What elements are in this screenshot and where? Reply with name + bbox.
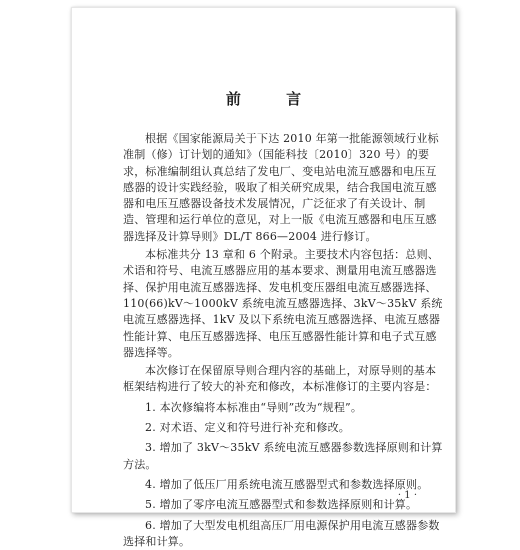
paragraph-contents: 本标准共分 13 章和 6 个附录。主要技术内容包括：总则、术语和符号、电流互感器应用的基本要求、测量用电流互感器选择、保护用电流互感器选择、发电机变压器组电流互感器选择、110(66)kV～1000kV 系统电流互感器选择、3kV～35kV 系统电流互感器选择、1kV 及以下系统电流互感器选择、电流互感器性能计算、电压互感器选择、电压互感器性能计算和电子式互感器选择等。 [123, 248, 443, 359]
list-item: 4. 增加了低压厂用系统电流互感器型式和参数选择原则。 [145, 477, 429, 491]
list-item: 2. 对术语、定义和符号进行补充和修改。 [145, 421, 350, 435]
list-item: 3. 增加了 3kV～35kV 系统电流互感器参数选择原则和计算方法。 [123, 441, 443, 471]
list-item: 1. 本次修编将本标准由“导则”改为“规程”。 [145, 400, 363, 414]
document-page [71, 7, 456, 548]
page-number: · 1 · [397, 490, 417, 501]
page-title: 前 言 [225, 90, 322, 108]
list-item: 5. 增加了零序电流互感器型式和参数选择原则和计算。 [145, 498, 418, 512]
list-item: 6. 增加了大型发电机组高压厂用电源保护用电流互感器参数选择和计算。 [123, 518, 440, 548]
paragraph-basis: 根据《国家能源局关于下达 2010 年第一批能源领域行业标准制（修）订计划的通知》（国能科技〔2010〕320 号）的要求，标准编制组认真总结了发电厂、变电站电流互感器和电压互感器的设计实践经验，吸取了相关研究成果，结合我国电流互感器和电压互感器设备技术发展情况，广泛征求了有关设计、制造、管理和运行单位的意见，对上一版《电流互感器和电压互感器选择及计算导则》DL/T 866—2004 进行修订。 [123, 132, 439, 243]
paragraph-revision: 本次修订在保留原导则合理内容的基础上，对原导则的基本框架结构进行了较大的补充和修改，本标准修订的主要内容是： [123, 364, 437, 394]
preface-body [123, 131, 443, 550]
